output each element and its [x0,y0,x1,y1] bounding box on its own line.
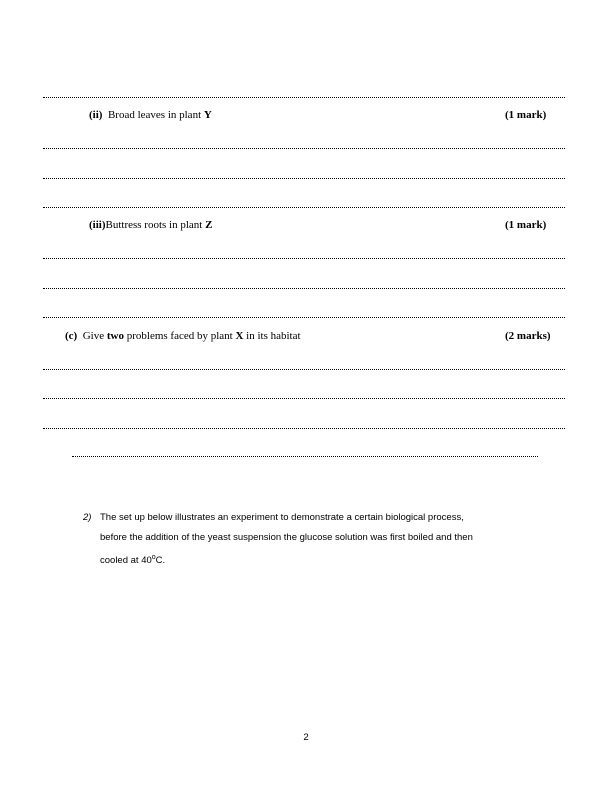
answer-line [43,288,565,289]
question-2 [83,508,553,571]
page-number: 2 [303,732,309,743]
answer-line [43,369,565,370]
question-number: 2) [83,512,92,523]
question-number: (c) [65,330,78,342]
answer-line [43,258,565,259]
question-2-text: before the addition of the yeast suspension the glucose solution was first boiled and then [100,532,473,543]
plant-label: Y [203,109,212,121]
question-c [65,330,301,343]
question-number: (iii) [89,219,106,231]
answer-line [43,178,565,179]
plant-label: X [235,330,244,342]
answer-line [72,456,538,457]
question-iii [89,219,212,232]
answer-line [43,428,565,429]
question-2-line [83,508,553,528]
question-2-text: cooled at 40 [100,555,152,567]
answer-line [43,317,565,318]
answer-line [43,97,565,98]
answer-line [43,148,565,149]
question-number: (ii) [89,109,103,121]
question-text: in its habitat [243,330,301,342]
question-2-text: The set up below illustrates an experiment to demonstrate a certain biological process, [100,512,464,523]
marks-label: (1 mark) [505,109,547,121]
answer-line [43,398,565,399]
plant-label: Z [205,219,213,231]
question-text: problems faced by plant [123,330,236,342]
question-ii [89,109,212,122]
emphasis: two [106,330,124,342]
question-2-text: C. [155,555,166,567]
marks-label: (1 mark) [505,219,547,231]
question-2-line [83,528,553,548]
question-text: Buttress roots in plant [105,219,206,231]
degree-superscript: o [151,554,156,561]
question-text: Give [82,330,107,342]
marks-label: (2 marks) [505,330,551,342]
question-text: Broad leaves in plant [107,109,204,121]
answer-line [43,207,565,208]
question-2-line [83,548,553,571]
